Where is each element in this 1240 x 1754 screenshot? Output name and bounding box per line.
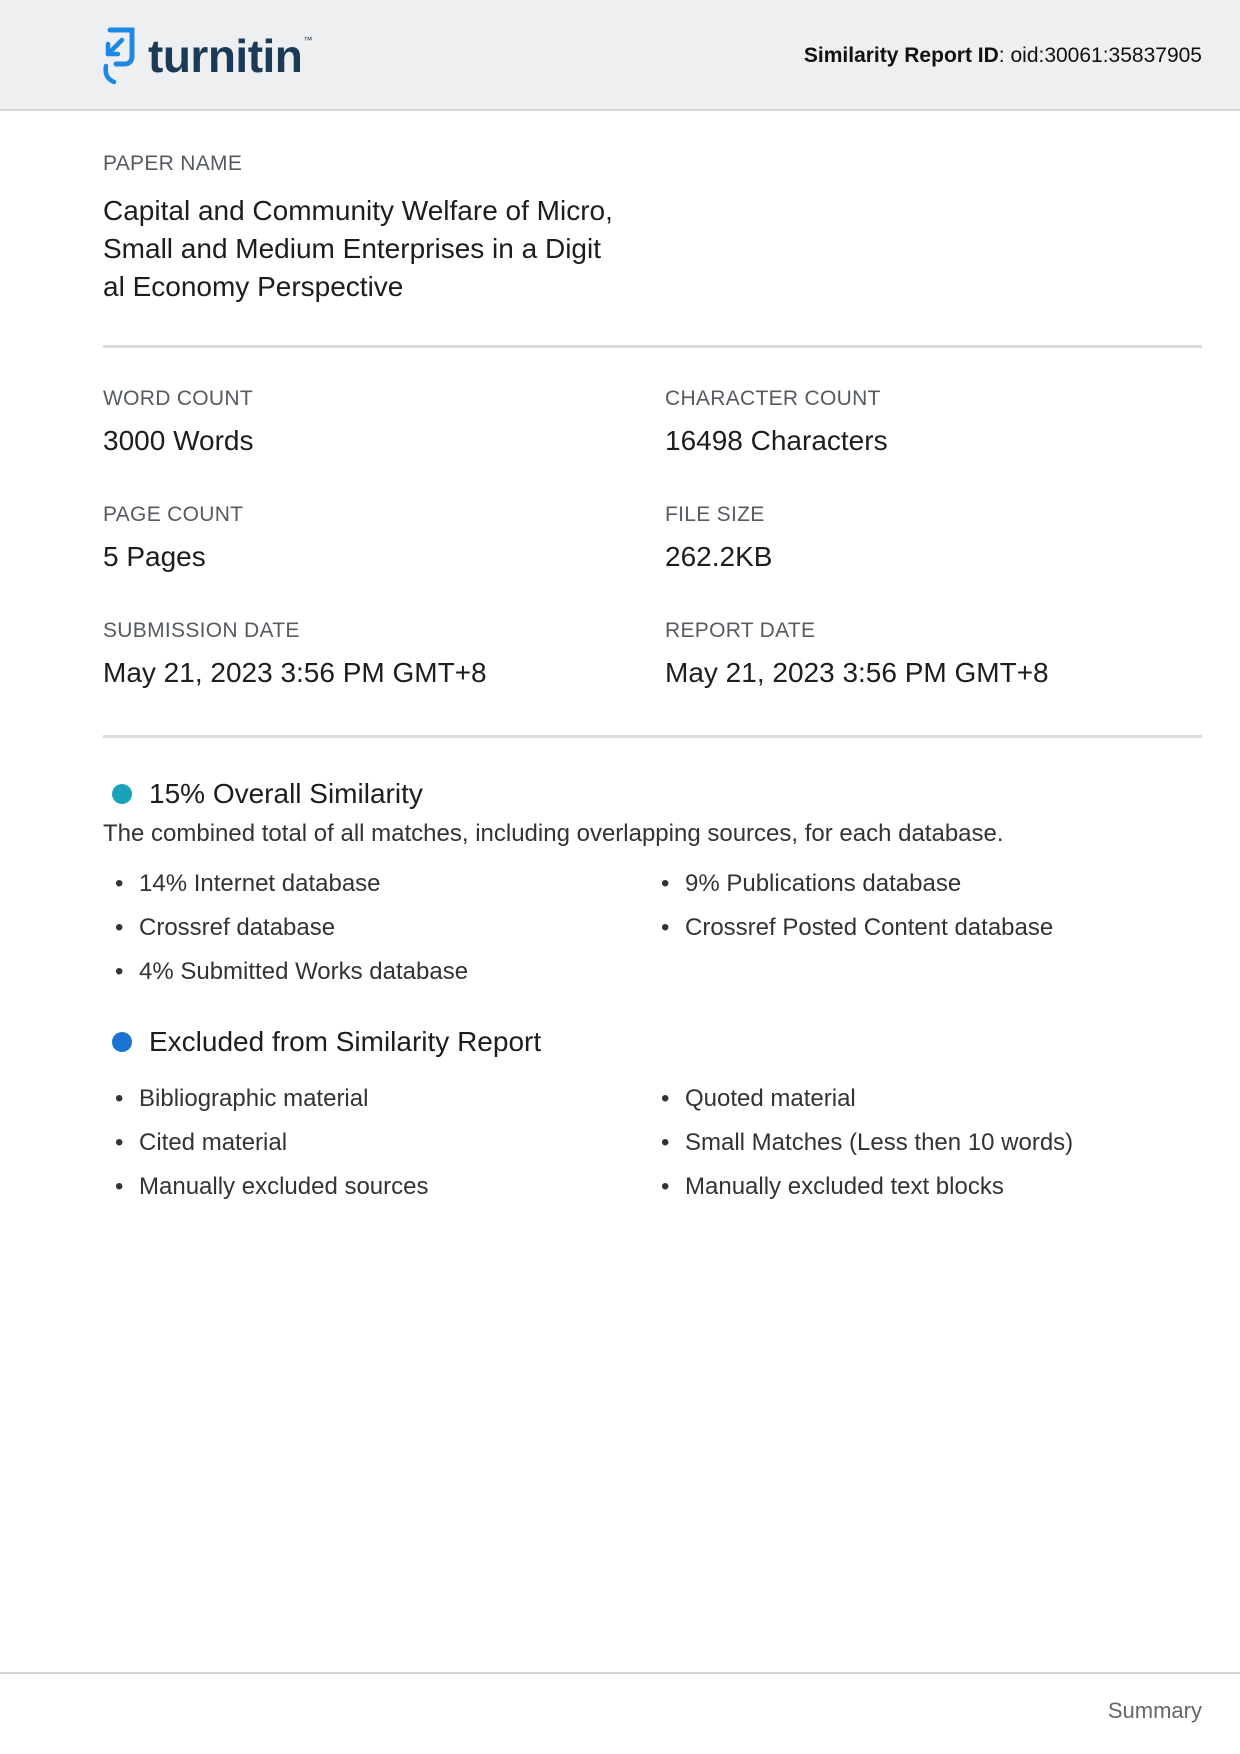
overall-similarity-heading bbox=[112, 778, 423, 810]
report-id-label: Similarity Report ID bbox=[803, 44, 999, 67]
turnitin-logo bbox=[102, 25, 312, 87]
word-count bbox=[103, 387, 253, 457]
file-size-label: FILE SIZE bbox=[665, 503, 765, 526]
submission-date bbox=[103, 619, 487, 689]
similarity-databases-left bbox=[103, 862, 468, 994]
character-count-label: CHARACTER COUNT bbox=[665, 387, 881, 410]
report-date-label: REPORT DATE bbox=[665, 619, 816, 642]
word-count-value: 3000 Words bbox=[103, 425, 254, 456]
excluded-title: Excluded from Similarity Report bbox=[149, 1026, 542, 1057]
word-count-label: WORD COUNT bbox=[103, 387, 253, 410]
list-item: • 14% Internet database bbox=[103, 862, 468, 906]
list-item: • Small Matches (Less then 10 words) bbox=[649, 1121, 1073, 1165]
divider-middle bbox=[103, 735, 1202, 738]
list-item: • Crossref Posted Content database bbox=[649, 906, 1053, 950]
list-item: • Quoted material bbox=[649, 1077, 1073, 1121]
excluded-items-right bbox=[649, 1077, 1073, 1209]
page-count-label: PAGE COUNT bbox=[103, 503, 244, 526]
list-item: • 9% Publications database bbox=[649, 862, 1053, 906]
report-date-value: May 21, 2023 3:56 PM GMT+8 bbox=[665, 657, 1049, 688]
excluded-dot-icon bbox=[112, 1032, 132, 1052]
similarity-databases-right bbox=[649, 862, 1053, 950]
logo-wordmark: turnitin bbox=[148, 30, 303, 82]
list-item: • Manually excluded text blocks bbox=[649, 1165, 1073, 1209]
list-item: • Bibliographic material bbox=[103, 1077, 429, 1121]
submission-date-value: May 21, 2023 3:56 PM GMT+8 bbox=[103, 657, 487, 688]
list-item: • 4% Submitted Works database bbox=[103, 950, 468, 994]
report-date bbox=[665, 619, 1049, 689]
file-size-value: 262.2KB bbox=[665, 541, 773, 572]
similarity-dot-icon bbox=[112, 784, 132, 804]
list-item: • Manually excluded sources bbox=[103, 1165, 429, 1209]
footer-summary-label: Summary bbox=[1107, 1698, 1202, 1723]
similarity-description: The combined total of all matches, including overlapping sources, for each database. bbox=[103, 820, 1004, 847]
logo-trademark: ™ bbox=[303, 35, 313, 45]
excluded-heading bbox=[112, 1026, 541, 1058]
turnitin-mark-icon bbox=[102, 26, 140, 86]
submission-date-label: SUBMISSION DATE bbox=[103, 619, 300, 642]
file-size bbox=[665, 503, 772, 573]
page-count-value: 5 Pages bbox=[103, 541, 206, 572]
list-item: • Crossref database bbox=[103, 906, 468, 950]
character-count bbox=[665, 387, 888, 457]
paper-name-label: PAPER NAME bbox=[103, 152, 243, 175]
overall-similarity-title: 15% Overall Similarity bbox=[149, 778, 423, 809]
report-id-separator: : bbox=[998, 44, 1005, 67]
divider-top bbox=[103, 345, 1202, 348]
list-item: • Cited material bbox=[103, 1121, 429, 1165]
paper-name: Capital and Community Welfare of Micro, Small and Medium Enterprises in a Digit al Economy Perspective bbox=[103, 195, 613, 302]
page-count bbox=[103, 503, 243, 573]
character-count-value: 16498 Characters bbox=[665, 425, 888, 456]
report-header bbox=[0, 0, 1240, 111]
footer-divider bbox=[0, 1672, 1240, 1674]
excluded-items-left bbox=[103, 1077, 429, 1209]
report-id-value: oid:30061:35837905 bbox=[1010, 44, 1202, 67]
similarity-report-id bbox=[804, 44, 1202, 68]
